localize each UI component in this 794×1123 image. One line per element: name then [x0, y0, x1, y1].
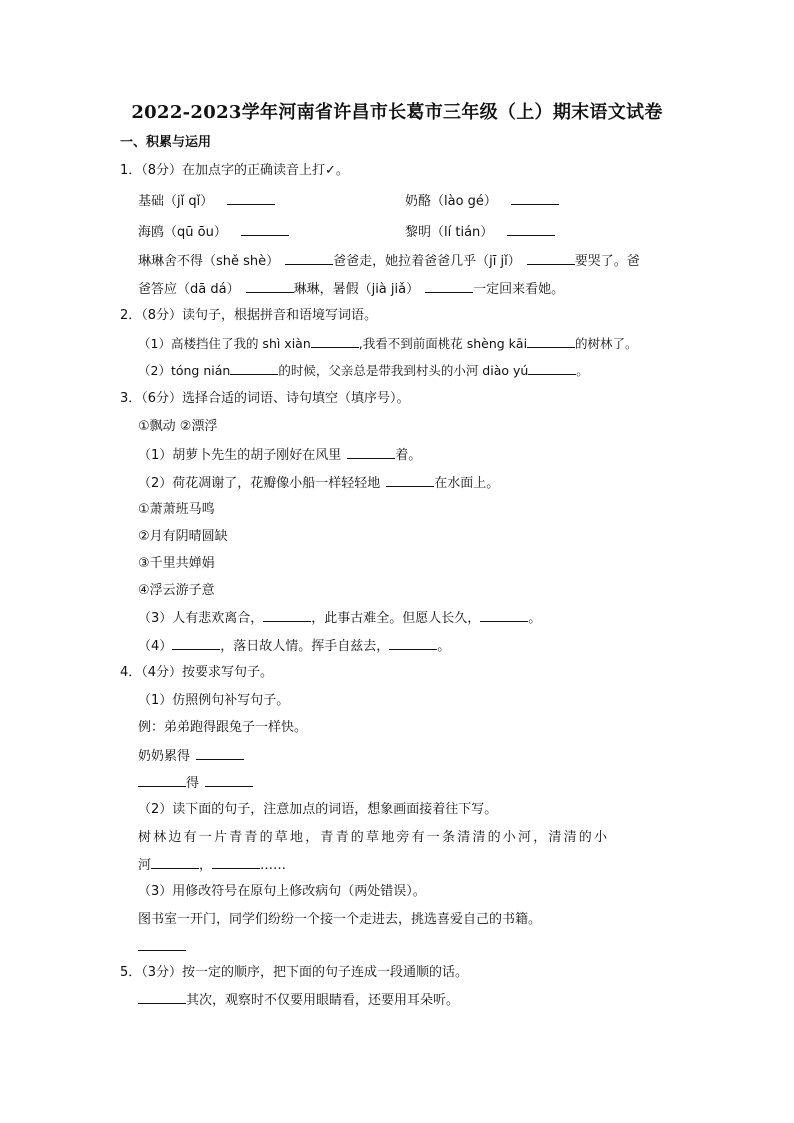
q3-sentence-2 — [138, 474, 499, 493]
q1-passage-text: 琳琳，暑假（jià jiǎ） — [293, 282, 420, 297]
answer-blank[interactable] — [285, 252, 333, 265]
q3-sentence-1 — [138, 446, 421, 465]
q3-text: 。 — [437, 639, 451, 654]
q2-text: 的时候，父亲总是带我到村头的小河 diào yú — [278, 363, 529, 378]
q1-item-d-text: 黎明（lí tián） — [405, 225, 494, 240]
answer-blank[interactable] — [263, 609, 311, 622]
answer-blank[interactable] — [230, 362, 278, 375]
q4-paragraph-line2 — [138, 856, 286, 875]
q4-heading: 4．（4分）按要求写句子。 — [120, 665, 274, 680]
q3-poem-option-1: ①萧萧班马鸣 — [138, 502, 215, 517]
q5-heading: 5．（3分）按一定的顺序，把下面的句子连成一段通顺的话。 — [120, 965, 469, 980]
answer-blank[interactable] — [511, 192, 559, 205]
answer-blank[interactable] — [227, 192, 275, 205]
q1-passage-text: 琳琳舍不得（shě shè） — [138, 254, 280, 269]
q1-passage-text: 爸爸走，她拉着爸爸几乎（jī jǐ） — [333, 254, 521, 269]
q5-text: 其次，观察时不仅要用眼睛看，还要用耳朵听。 — [186, 993, 460, 1008]
q1-item-c-text: 海鸥（qū ōu） — [138, 225, 227, 240]
q2-text: （1）高楼挡住了我的 shì xiàn — [138, 336, 311, 351]
answer-blank[interactable] — [386, 474, 434, 487]
q2-text: （2）tóng nián — [138, 363, 231, 378]
section-heading: 一、积累与运用 — [120, 135, 212, 150]
q2-text: 。 — [576, 363, 589, 378]
q2-line2 — [138, 362, 589, 380]
answer-blank[interactable] — [241, 223, 289, 236]
q3-text: （2）荷花凋谢了，花瓣像小船一样轻轻地 — [138, 476, 381, 491]
q2-text: ,我看不到前面桃花 shèng kāi — [358, 336, 528, 351]
q3-text: 着。 — [395, 448, 422, 463]
q1-passage-line2 — [138, 280, 564, 299]
q3-text: ，落日故人情。挥手自兹去， — [220, 639, 390, 654]
q4-text: 得 — [186, 776, 200, 791]
q3-text: （3）人有悲欢离合， — [138, 611, 264, 626]
q1-item-b-text: 奶酪（lào gé） — [405, 194, 497, 209]
q1-passage-line1 — [138, 252, 640, 271]
q3-poem-option-3: ③千里共婵娟 — [138, 556, 215, 571]
q4-de-line — [138, 774, 253, 793]
answer-blank[interactable] — [311, 335, 359, 348]
q1-item-a-text: 基础（jǐ qǐ） — [138, 194, 214, 209]
q3-poem-option-2: ②月有阴晴圆缺 — [138, 529, 228, 544]
answer-blank[interactable] — [389, 637, 437, 650]
q4-text: …… — [260, 858, 287, 873]
answer-blank[interactable] — [527, 335, 575, 348]
q2-text: 的树林了。 — [575, 336, 638, 351]
q2-line1 — [138, 335, 638, 353]
q3-heading: 3．（6分）选择合适的词语、诗句填空（填序号）。 — [120, 391, 410, 406]
q4-paragraph-line1: 树林边有一片青青的草地，青青的草地旁有一条清清的小河，清清的小 — [138, 830, 610, 845]
q3-poem-option-4: ④浮云游子意 — [138, 583, 215, 598]
q5-line1 — [138, 991, 459, 1010]
q3-text: ，此事古难全。但愿人长久， — [311, 611, 481, 626]
page-title: 2022-2023学年河南省许昌市长葛市三年级（上）期末语文试卷 — [131, 102, 663, 123]
answer-blank[interactable] — [138, 774, 186, 787]
q1-passage-text: 要哭了。爸 — [574, 254, 640, 269]
answer-blank[interactable] — [347, 446, 395, 459]
q3-word-options: ①飘动 ②漂浮 — [138, 419, 218, 434]
q3-sentence-4 — [138, 637, 450, 656]
answer-blank[interactable] — [172, 637, 220, 650]
answer-blank[interactable] — [425, 280, 473, 293]
answer-blank[interactable] — [528, 362, 576, 375]
q2-heading: 2．（8分）读句子，根据拼音和语境写词语。 — [120, 308, 378, 323]
q3-text: （4） — [138, 639, 173, 654]
answer-blank[interactable] — [212, 856, 260, 869]
answer-blank[interactable] — [246, 280, 294, 293]
q3-text: 。 — [528, 611, 542, 626]
q4-sub-2: （2）读下面的句子，注意加点的词语，想象画面接着往下写。 — [138, 802, 498, 817]
q3-sentence-3 — [138, 609, 541, 628]
q3-text: （1）胡萝卜先生的胡子刚好在风里 — [138, 448, 342, 463]
q4-faulty-sentence: 图书室一开门，同学们纷纷一个接一个走进去，挑选喜爱自己的书籍。 — [138, 912, 542, 927]
q1-passage-text: 爸答应（dā dá） — [138, 282, 240, 297]
answer-blank[interactable] — [507, 223, 555, 236]
q4-answer-line — [138, 938, 186, 957]
q4-text: 奶奶累得 — [138, 749, 191, 764]
q4-sub-1: （1）仿照例句补写句子。 — [138, 693, 290, 708]
answer-blank[interactable] — [196, 747, 244, 760]
q4-sub-3: （3）用修改符号在原句上修改病句（两处错误）。 — [138, 884, 426, 899]
answer-blank[interactable] — [205, 774, 253, 787]
answer-blank[interactable] — [138, 991, 186, 1004]
answer-blank[interactable] — [138, 938, 186, 951]
q4-nainai-line — [138, 747, 244, 766]
answer-blank[interactable] — [480, 609, 528, 622]
q4-text: ， — [199, 858, 213, 873]
answer-blank[interactable] — [151, 856, 199, 869]
q4-text: 河 — [138, 858, 152, 873]
q3-text: 在水面上。 — [434, 476, 500, 491]
q1-item-b — [405, 192, 559, 211]
q4-example: 例：弟弟跑得跟兔子一样快。 — [138, 720, 308, 735]
q1-heading: 1．（8分）在加点字的正确读音上打✓。 — [120, 163, 349, 178]
q1-item-a — [138, 192, 275, 211]
q1-passage-text: 一定回来看她。 — [473, 282, 565, 297]
q1-item-c — [138, 223, 289, 242]
answer-blank[interactable] — [527, 252, 575, 265]
q1-item-d — [405, 223, 555, 242]
